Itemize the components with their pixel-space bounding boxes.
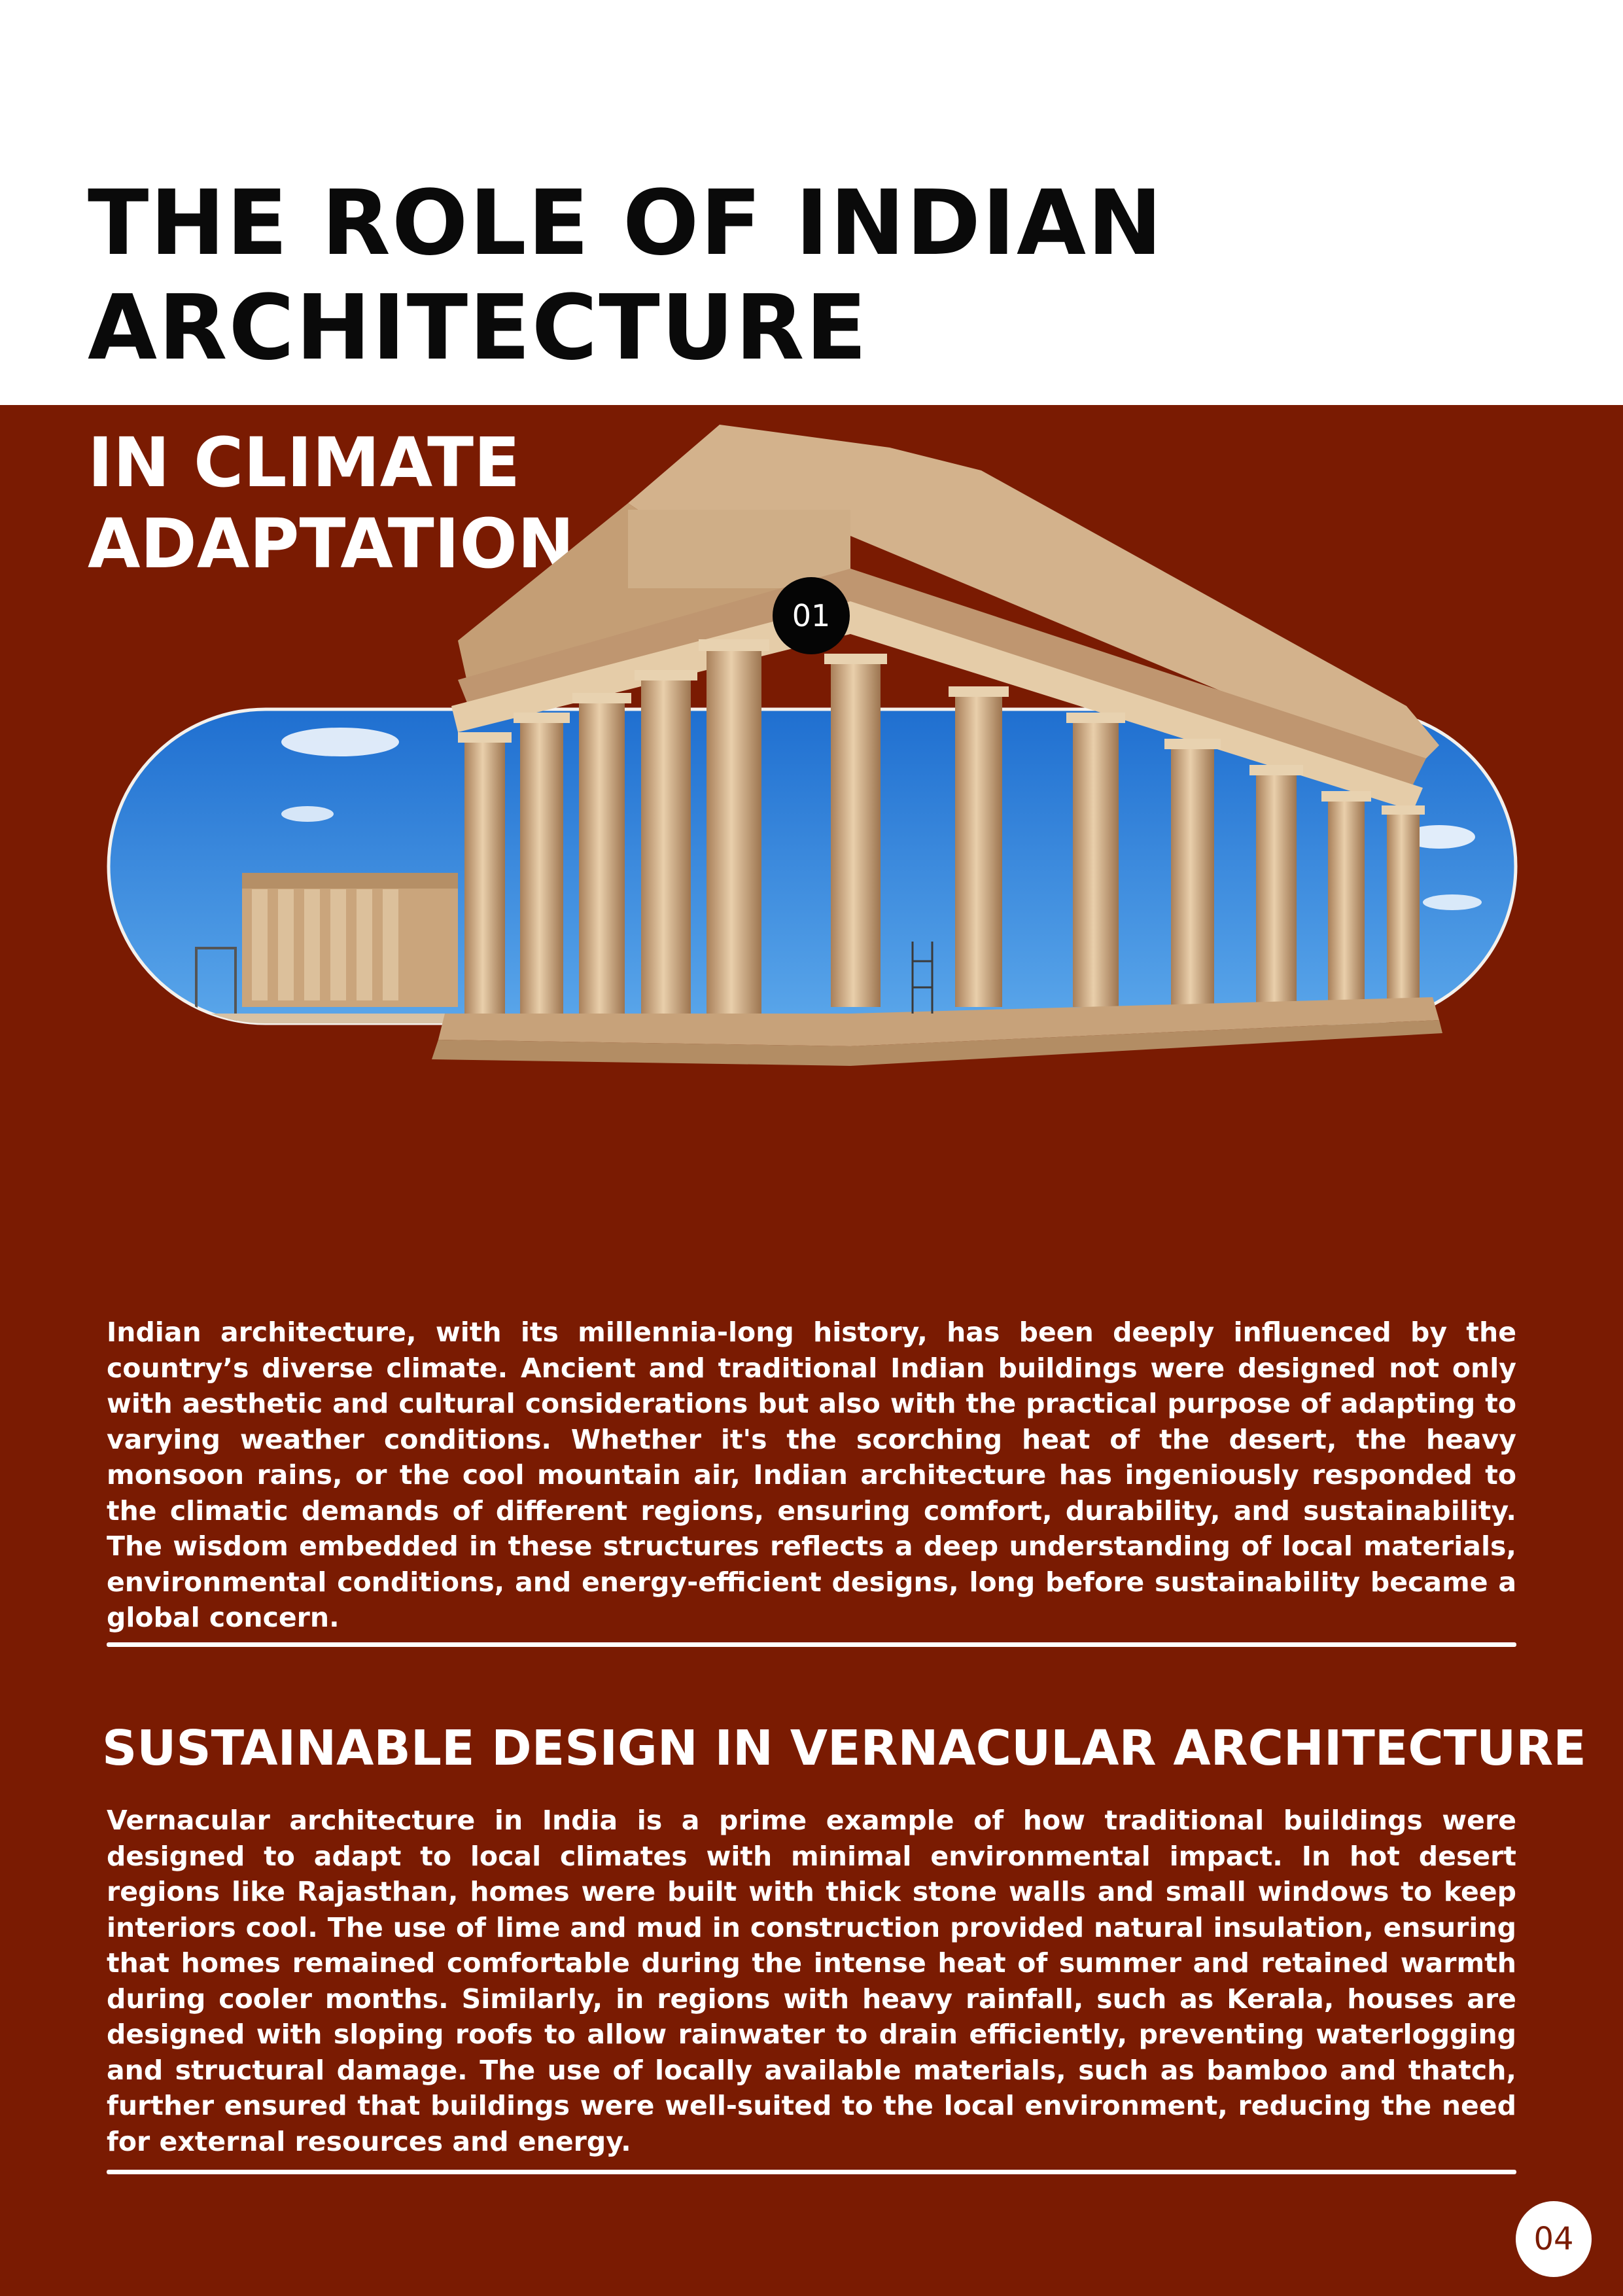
section-paragraph: Vernacular architecture in India is a prime example of how traditional buildings were designed to adapt to local climates with minimal environmental impact. In hot desert regions like Rajasthan, homes were built with thick stone walls and small windows to keep interiors cool. The use of lime and mud in construction provided natural insulation, ensuring that homes remained comfortable during the intense heat of summer and retained warmth during cooler months. Similarly, in regions with heavy rainfall, such as Kerala, houses are designed with sloping roofs to allow rainwater to drain efficiently, preventing waterlogging and structural damage. The use of locally available materials, such as bamboo and thatch, further ensured that buildings were well-suited to the local environment, reducing the need for external resources and energy. (107, 1805, 1516, 2157)
section-heading: SUSTAINABLE DESIGN IN VERNACULAR ARCHITECTURE (102, 1720, 1586, 1776)
page-subtitle: IN CLIMATE ADAPTATION (88, 423, 574, 584)
temple-photo (0, 405, 1623, 1288)
divider (107, 1642, 1516, 1647)
page-title: THE ROLE OF INDIAN ARCHITECTURE (88, 171, 1164, 380)
figure-number-badge: 01 (773, 577, 850, 654)
divider (107, 2170, 1516, 2174)
page-number: 04 (1516, 2201, 1592, 2277)
intro-paragraph: Indian architecture, with its millennia-long history, has been deeply influenced by the country’s diverse climate. Ancient and traditional Indian buildings were designed not only with aesthetic and cultural considerations but also with the practical purpose of adapting to varying weather conditions. Whether it's the scorching heat of the desert, the heavy monsoon rains, or the cool mountain air, Indian architecture has ingeniously responded to the climatic demands of different regions, ensuring comfort, durability, and sustainability. The wisdom embedded in these structures reflects a deep understanding of local materials, environmental conditions, and energy-efficient designs, long before sustainability became a global concern. (107, 1316, 1516, 1633)
